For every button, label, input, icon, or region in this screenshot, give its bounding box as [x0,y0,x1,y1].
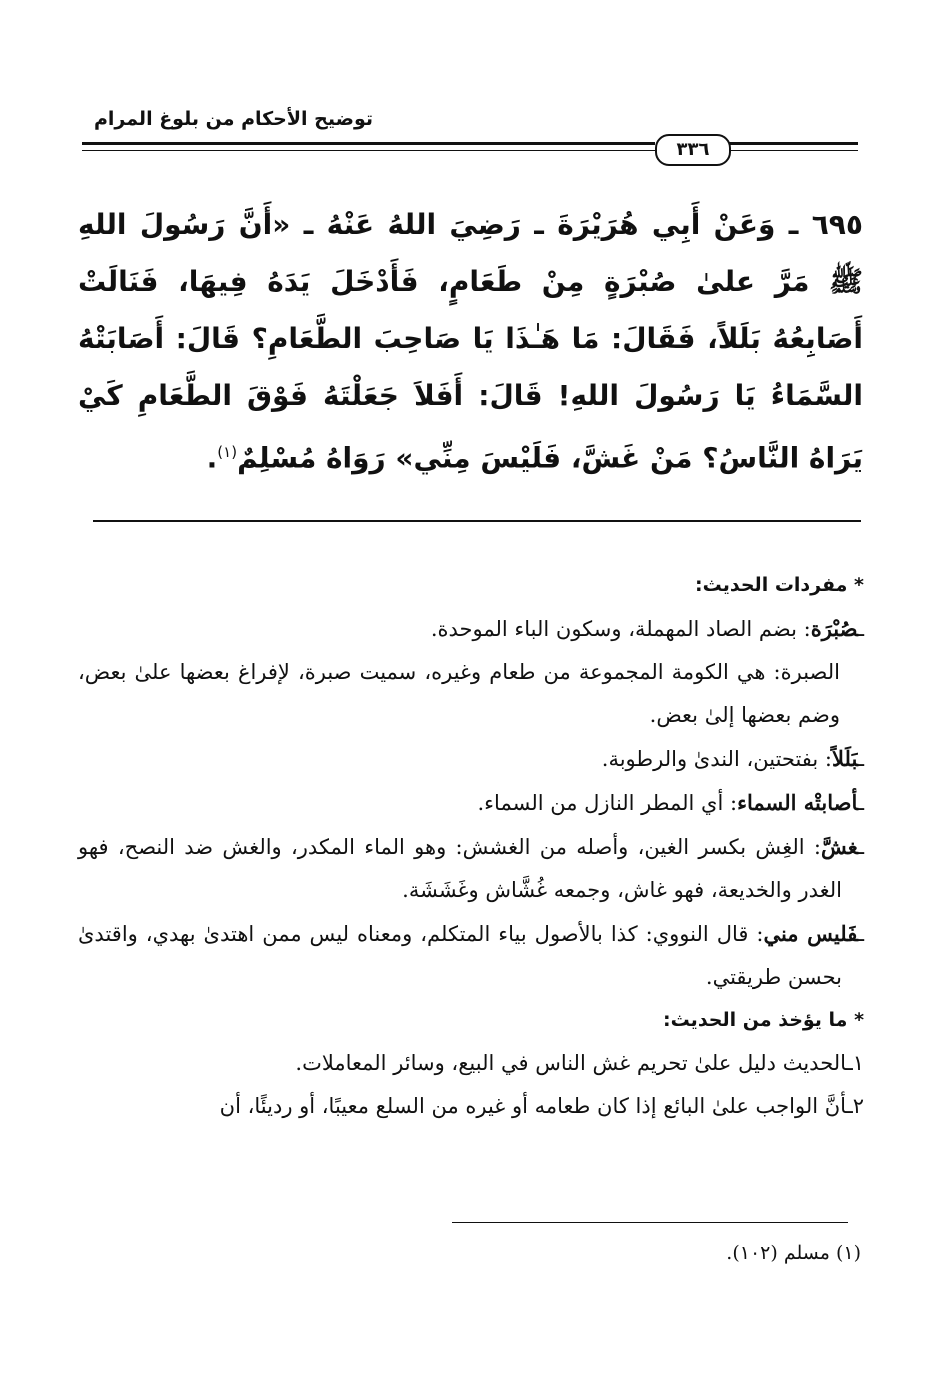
vocab-definition: : الغِش بكسر الغين، وأصله من الغشش: وهو الماء المكدر، والغش ضد النصح، فهو الغدر والخديعة، فهو غاش، وجمعه غُشَّاش وغَشَشَة. [78,835,842,902]
lesson-text: أنَّ الواجب علىٰ البائع إذا كان طعامه أو غيره من السلع معيبًا، أو رديئًا، أن [219,1094,847,1118]
vocab-item [78,651,864,737]
lesson-item [78,1042,864,1085]
commentary-body [78,564,864,1128]
header-rule-right-thin [729,150,858,151]
vocab-term: بَلَلاً [832,746,858,771]
section-heading-vocabulary: * مفردات الحديث: [695,574,864,596]
vocab-term: أصابتْه السماء [737,790,858,815]
vocab-term: صُبْرَة [810,616,858,641]
vocab-definition: : أي المطر النازل من السماء. [477,791,738,815]
header-rule-left-thick [82,142,655,145]
running-title: توضيح الأحكام من بلوغ المرام [93,108,373,130]
lesson-number: ٢ـ [846,1094,864,1118]
lesson-number: ١ـ [846,1051,864,1075]
header-rule-right-thick [729,142,858,145]
footnote-rule [452,1222,848,1223]
vocab-item: ـصُبْرَة: بضم الصاد المهملة، وسكون الباء الموحدة. [430,616,864,641]
hadith-block [78,196,863,486]
hadith-text: وَعَنْ أَبِي هُرَيْرَةَ ـ رَضِيَ اللهُ عَنْهُ ـ «أَنَّ رَسُولَ اللهِ ﷺ مَرَّ علىٰ صُبْرَةٍ مِنْ طَعَامٍ، فَأَدْخَلَ يَدَهُ فِيهَا، فَنَالَتْ أَصَابِعُهُ بَلَلاً، فَقَالَ: مَا هَـٰذَا يَا صَاحِبَ الطَّعَامِ؟ قَالَ: أَصَابَتْهُ السَّمَاءُ يَا رَسُولَ اللهِ! قَالَ: أَفَلاَ جَعَلْتَهُ فَوْقَ الطَّعَامِ كَيْ يَرَاهُ النَّاسُ؟ مَنْ غَشَّ، فَلَيْسَ مِنِّي» رَوَاهُ مُسْلِمٌ [78,208,863,475]
vocab-definition: : بضم الصاد المهملة، وسكون الباء الموحدة. [430,617,811,641]
vocab-item: ـبَلَلاً: بفتحتين، الندىٰ والرطوبة. [601,746,864,771]
vocab-item: ـفَليس مني: قال النووي: كذا بالأصول بياء المتكلم، ومعناه ليس ممن اهتدىٰ بهدي، واقتدىٰ بحسن طريقتي. [78,921,864,989]
vocab-item: ـأصابتْه السماء: أي المطر النازل من السماء. [477,790,864,815]
section-divider [93,520,861,522]
page-number: ٣٣٦ [655,134,731,166]
vocab-term: فَليس مني [763,921,858,946]
vocab-definition: : بفتحتين، الندىٰ والرطوبة. [601,747,833,771]
vocab-definition: : قال النووي: كذا بالأصول بياء المتكلم، ومعناه ليس ممن اهتدىٰ بهدي، واقتدىٰ بحسن طريقتي. [78,922,842,989]
hadith-number: ٦٩٥ ـ [788,208,863,241]
lesson-text: الحديث دليل علىٰ تحريم غش الناس في البيع، وسائر المعاملات. [295,1051,847,1075]
footnote-text: مسلم (١٠٢). [726,1242,830,1264]
hadith-end: . [206,441,218,475]
section-heading-lessons: * ما يؤخذ من الحديث: [662,1009,864,1031]
vocab-item: ـغشَّ: الغِش بكسر الغين، وأصله من الغشش: وهو الماء المكدر، والغش ضد النصح، فهو الغدر والخديعة، فهو غاش، وجمعه غُشَّاش وغَشَشَة. [78,834,864,902]
footnote-marker: (١) [835,1242,861,1264]
vocab-definition: الصبرة: هي الكومة المجموعة من طعام وغيره، سميت صبرة، لإفراغ بعضها علىٰ بعض، وضم بعضها إلىٰ بعض. [78,660,840,727]
footnote-reference: (١) [217,443,238,461]
lesson-item [78,1085,864,1128]
header-rule-left-thin [82,150,655,151]
footnote [726,1242,861,1264]
vocab-term: غشَّ [820,834,858,859]
